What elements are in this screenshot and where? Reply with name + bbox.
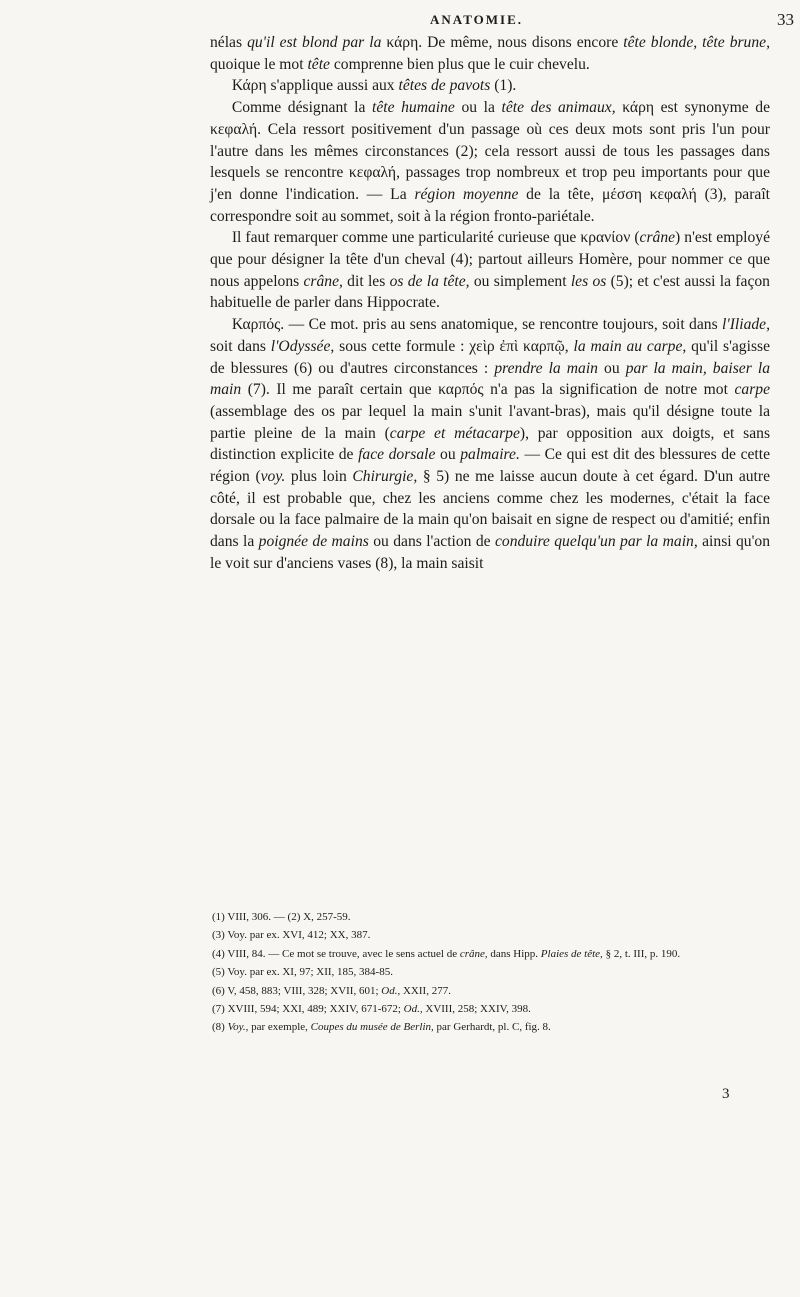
footnote [212, 1000, 770, 1018]
paragraph [210, 97, 770, 227]
text-run: sous cette formule : χεὶρ ἐπὶ καρπῷ, [334, 337, 574, 355]
text-run: quoique le mot [210, 55, 308, 73]
text-run: par Gerhardt, pl. C, fig. 8. [433, 1021, 551, 1034]
text-run: Comme désignant la [231, 99, 373, 117]
paragraph [210, 32, 770, 75]
text-run: κάρη. De même, nous disons encore [381, 34, 624, 51]
text-run: ainsi qu'on le voit sur d'anciens vases (8), la main saisit [210, 533, 770, 572]
italic-run: voy. [260, 468, 286, 486]
italic-run: palmaire. [460, 446, 520, 464]
italic-run: os de la tête, [389, 272, 470, 290]
text-run: (4) VIII, 84. — Ce mot se trouve, avec le sens actuel de [212, 947, 460, 960]
italic-run: Plaies de tête, [540, 947, 603, 960]
footnote [212, 945, 770, 963]
text-run: ou [435, 446, 461, 464]
paragraph [210, 227, 770, 314]
paragraph [210, 314, 770, 574]
text-run: Il faut remarquer comme une particularité curieuse que κρανίον ( [231, 229, 640, 247]
footnote [212, 908, 770, 926]
text-run: (7) XVIII, 594; XXI, 489; XXIV, 671-672; [212, 1003, 404, 1016]
italic-run: qu'il est blond par la [247, 34, 382, 51]
page-number: 33 [777, 10, 794, 29]
text-run: de la tête, μέσση κεφαλή (3), paraît correspondre soit au sommet, soit à la région fronto-pariétale. [210, 185, 770, 225]
text-run: (5); et c'est aussi la façon habituelle de parler dans Hippocrate. [210, 272, 770, 312]
italic-run: Voy., [227, 1021, 249, 1034]
paragraph [210, 75, 770, 97]
italic-run: crâne, [459, 947, 488, 960]
text-run: (1) VIII, 306. — (2) X, 257-59. [212, 911, 351, 923]
italic-run: Od., [403, 1003, 423, 1016]
italic-run: carpe et métacarpe [389, 424, 520, 442]
text-run: (8) [212, 1021, 228, 1034]
text-run: dit les [342, 272, 390, 290]
italic-run: tête des animaux, [501, 99, 616, 117]
signature-mark: 3 [722, 1086, 730, 1102]
footnotes [212, 908, 770, 1037]
footnote [212, 1018, 770, 1036]
text-run: soit dans [210, 337, 271, 355]
text-run: ou la [454, 99, 502, 117]
text-run: ou [597, 359, 626, 377]
text-run: ) n'est employé que pour désigner la tête d'un cheval (4); partout ailleurs Homère, pour nommer ce que nous appelons [210, 229, 770, 290]
text-run: XXII, 277. [400, 984, 451, 997]
italic-run: prendre la main [494, 359, 598, 377]
text-run: dans Hipp. [487, 947, 541, 960]
text-run: (1). [490, 77, 517, 95]
text-run: comprenne bien plus que le cuir chevelu. [329, 55, 590, 73]
italic-run: tête humaine [372, 99, 455, 117]
footnote [212, 926, 770, 944]
italic-run: par la main, baiser la main [210, 359, 770, 399]
text-run: Καρπός. — Ce mot. pris au sens anatomique, se rencontre toujours, soit dans [231, 316, 723, 334]
footnote [212, 963, 770, 981]
italic-run: Od., [381, 984, 401, 997]
italic-run: têtes de pavots [398, 77, 491, 95]
italic-run: carpe [734, 381, 770, 399]
text-run: (7). Il me paraît certain que καρπός n'a pas la signification de notre mot [241, 381, 735, 399]
text-run: (assemblage des os par lequel la main s'unit l'avant-bras), mais qu'il désigne toute la partie pleine de la main ( [210, 402, 770, 442]
text-run: qu'il s'agisse de blessures (6) ou d'autres circonstances : [210, 337, 770, 377]
italic-run: tête blonde, tête brune, [623, 34, 770, 51]
italic-run: l'Odyssée, [270, 337, 335, 355]
text-run: — Ce qui est dit des blessures de cette région ( [210, 446, 770, 486]
italic-run: la main au carpe, [573, 337, 687, 355]
italic-run: face dorsale [358, 446, 436, 464]
text-run: (3) Voy. par ex. XVI, 412; XX, 387. [212, 929, 371, 942]
italic-run: crâne, [303, 272, 343, 290]
italic-run: conduire quelqu'un par la main, [495, 533, 698, 551]
italic-run: Chirurgie, [352, 468, 418, 486]
text-run: XVIII, 258; XXIV, 398. [422, 1003, 531, 1016]
text-run: ou dans l'action de [368, 533, 495, 551]
italic-run: région moyenne [414, 185, 519, 203]
text-run: ou simplement [469, 272, 571, 290]
italic-run: l'Iliade, [722, 316, 770, 334]
text-run: par exemple, [248, 1021, 311, 1034]
italic-run: crâne [639, 229, 676, 247]
italic-run: Coupes du musée de Berlin, [310, 1021, 434, 1034]
body-text [210, 32, 770, 575]
italic-run: poignée de mains [258, 533, 369, 551]
text-run: § 5) ne me laisse aucun doute à cet égard. D'un autre côté, il est probable que, chez les anciens comme chez les modernes, c'était la face dorsale ou la face palmaire de la main qu'on baisait en signe de respect ou d'amitié; enfin dans la [210, 468, 770, 551]
text-run: Κάρη s'applique aussi aux [231, 77, 399, 95]
italic-run: tête [307, 55, 330, 73]
footnote [212, 982, 770, 1000]
text-run: ), par opposition aux doigts, et sans distinction explicite de [210, 424, 771, 464]
italic-run: les os [570, 272, 607, 290]
running-title: ANATOMIE. [430, 12, 523, 27]
text-run: § 2, t. III, p. 190. [602, 947, 681, 960]
text-run: (5) Voy. par ex. XI, 97; XII, 185, 384-85. [212, 966, 393, 979]
text-run: plus loin [285, 468, 353, 486]
text-run: nélas [210, 34, 248, 51]
text-run: κάρη est synonyme de κεφαλή. Cela ressort positivement d'un passage où ces deux mots sont pris l'un pour l'autre dans les mêmes circonstances (2); cela ressort aussi de tous les passages dans lesquels se rencontre κεφαλή, passages trop nombreux et trop peu importants pour que j'en donne l'indication. — La [210, 99, 770, 203]
text-run: (6) V, 458, 883; VIII, 328; XVII, 601; [212, 984, 382, 997]
